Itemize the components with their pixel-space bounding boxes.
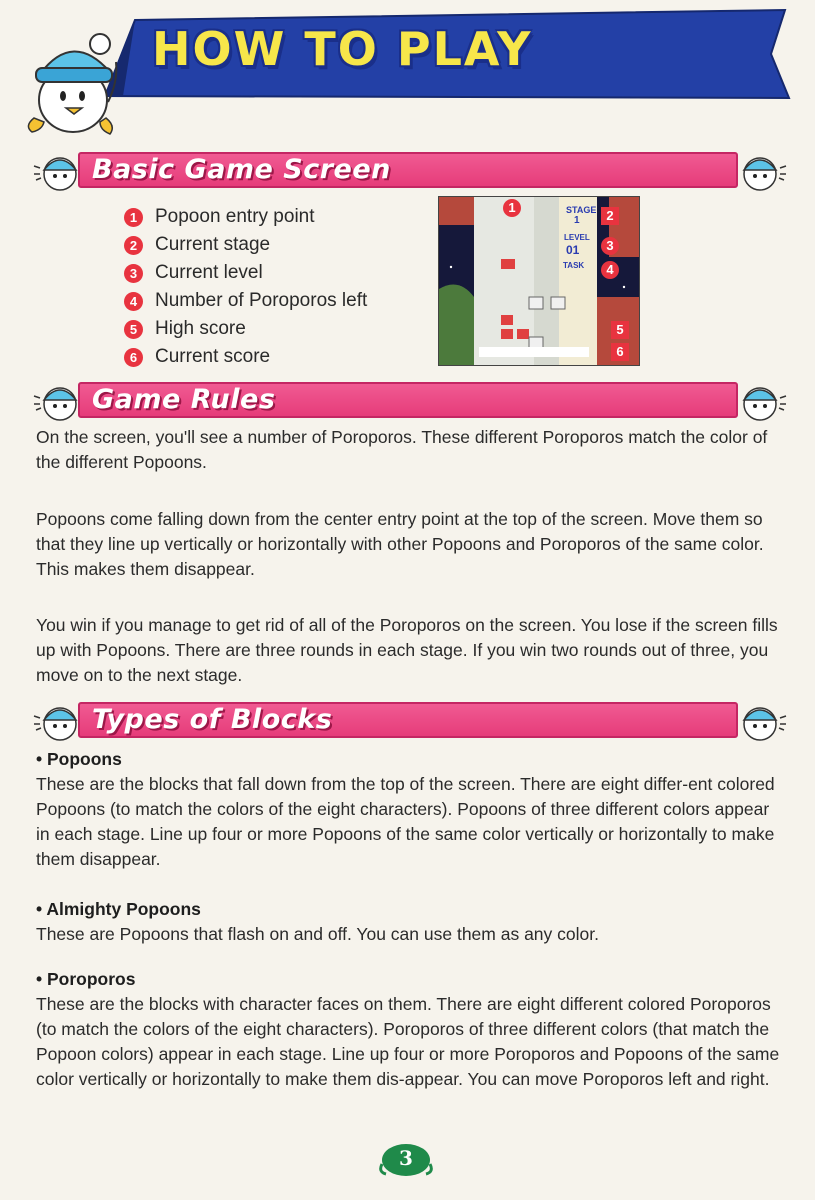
section-title-game-rules: Game Rules [92, 384, 276, 415]
block-type-heading-almighty-popoons: • Almighty Popoons [36, 899, 201, 919]
block-type-heading-popoons: • Popoons [36, 749, 122, 769]
section-title-basic-game-screen: Basic Game Screen [92, 154, 391, 185]
legend-label: Current stage [155, 234, 271, 255]
screenshot-marker: 5 [611, 321, 629, 339]
number-badge: 4 [124, 292, 143, 311]
penguin-head-icon [32, 698, 80, 742]
legend-item [120, 231, 367, 259]
section-title-types-of-blocks: Types of Blocks [92, 704, 333, 735]
legend-label: Popoon entry point [155, 206, 315, 227]
number-badge: 6 [124, 348, 143, 367]
legend-label: Number of Poroporos left [155, 290, 368, 311]
block-type-description: These are the blocks with character faces on them. There are eight different colored Poroporos (to match the colors of the eight characters). Poroporos of three different colors (that match the Popoon colors) appear in each stage. Line up four or more Poroporos and Popoons of the same color vertically or horizontally to make them dis-appear. You can move Poroporos left and right. [36, 994, 780, 1089]
legend-label: High score [155, 318, 246, 339]
block-type-description: These are Popoons that flash on and off. You can use them as any color. [36, 924, 599, 944]
penguin-head-icon [740, 148, 788, 192]
screenshot-marker: 1 [503, 199, 521, 217]
penguin-head-icon [32, 148, 80, 192]
legend-item [120, 259, 367, 287]
penguin-head-icon [740, 698, 788, 742]
number-badge: 2 [124, 236, 143, 255]
legend-item [120, 287, 367, 315]
rules-paragraph: Popoons come falling down from the center entry point at the top of the screen. Move them so that they line up vertically or horizontally with other Popoons and Poroporos of the same color. This makes them disappear. [36, 509, 764, 579]
screenshot-marker: 6 [611, 343, 629, 361]
block-type-heading-poroporos: • Poroporos [36, 969, 136, 989]
rules-paragraph: On the screen, you'll see a number of Poroporos. These different Poroporos match the color of the different Popoons. [36, 427, 768, 472]
screenshot-marker: 2 [601, 207, 619, 225]
page-number: 3 [399, 1146, 413, 1170]
block-type-description: These are the blocks that fall down from the top of the screen. There are eight differ-ent colored Popoons (to match the colors of the eight characters). Popoons of three different colors appear in each stage. Line up four or more Popoons of the same color vertically or horizontally to make them disappear. [36, 774, 775, 869]
legend-item [120, 203, 367, 231]
screenshot-marker: 4 [601, 261, 619, 279]
rules-paragraph: You win if you manage to get rid of all of the Poroporos on the screen. You lose if the screen fills up with Popoons. There are three rounds in each stage. If you win two rounds out of three, you move on to the next stage. [36, 615, 778, 685]
page-title: HOW TO PLAY [152, 22, 533, 76]
level-label: LEVEL [564, 233, 590, 242]
penguin-head-icon [740, 378, 788, 422]
screenshot-marker: 3 [601, 237, 619, 255]
number-badge: 5 [124, 320, 143, 339]
number-badge: 3 [124, 264, 143, 283]
legend-item [120, 315, 367, 343]
stage-value: 1 [574, 215, 580, 226]
number-badge: 1 [124, 208, 143, 227]
penguin-mascot-icon [18, 22, 128, 140]
legend-label: Current score [155, 346, 271, 367]
legend-item [120, 343, 367, 371]
stage-label: STAGE [566, 205, 597, 215]
legend-label: Current level [155, 262, 263, 283]
game-screenshot [438, 196, 640, 366]
screen-legend-list [120, 203, 367, 371]
level-value: 01 [566, 243, 580, 257]
task-label: TASK [563, 261, 585, 270]
penguin-head-icon [32, 378, 80, 422]
